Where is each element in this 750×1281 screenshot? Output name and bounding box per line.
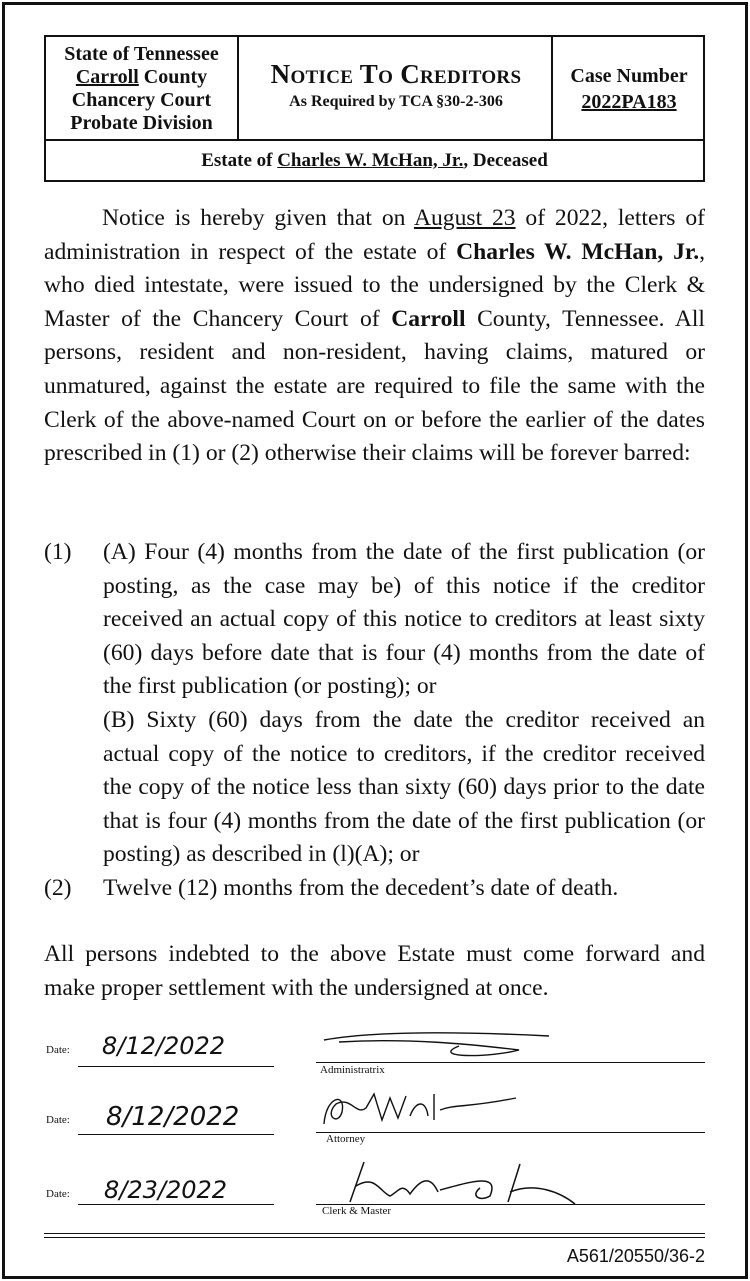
estate-name: Charles W. McHan, Jr. [277,150,464,171]
closing-paragraph [44,938,705,1005]
footer-rule [44,1237,705,1238]
footer-rule [44,1233,705,1234]
estate-suffix: , Deceased [463,150,548,171]
list-number: (2) [44,874,72,901]
case-label: Case Number [570,65,688,87]
handwritten-date: 8/23/2022 [104,1176,228,1204]
county-line [46,66,237,89]
title-cell [241,37,553,139]
state-line: State of Tennessee [64,43,219,65]
date-line [78,1204,274,1205]
handwritten-date: 8/12/2022 [102,1032,226,1060]
administratrix-signature [319,1028,559,1066]
notice-paragraph [44,202,705,471]
notice-body [44,202,705,471]
case-cell [555,37,703,139]
notice-title: Notice To Creditors [270,59,522,89]
date-line [78,1066,274,1067]
clerk-signature [320,1152,580,1208]
deadline-list [44,536,705,906]
signature-block [44,1028,705,1218]
list-item [44,536,705,872]
list-number: (1) [44,539,72,565]
role-label: Attorney [326,1133,366,1145]
court-line: Chancery Court [71,89,212,111]
publication-code: A561/20550/36-2 [566,1246,705,1266]
attorney-signature [316,1086,526,1136]
estate-prefix: Estate of [201,150,278,171]
county-bold: Carroll [391,305,466,332]
closing-text: All persons indebted to the above Estate must come forward and make proper settlement with the undersigned at once. [44,941,705,1001]
header-top-row [46,37,703,141]
list-para: Twelve (12) months from the decedent’s date of death. [103,874,619,901]
date-line [78,1134,274,1135]
list-para: (B) Sixty (60) days from the date the creditor received an actual copy of the notice to creditors, if the creditor received the copy of the notice less than sixty (60) days prior to the date that is four (4) months from the date of the first publication (or posting) as described in (l)(A); or [103,706,705,868]
header-table [44,35,705,182]
role-label: Administratrix [320,1064,385,1076]
county-suffix: County [138,66,208,88]
body-text-b: of 2022, letters of administration in respect of the estate of [44,205,705,265]
county-name: Carroll [75,66,139,88]
issue-date: August 23 [413,205,516,231]
list-para: (A) Four (4) months from the date of the first publication (or posting, as the case may be) of this notice if the creditor received an actual copy of this notice to creditors at least sixty (60) days before date that is four (4) months from the date of the first publication (or posting); or [103,539,705,700]
jurisdiction-cell [46,37,239,139]
estate-row [46,141,703,181]
handwritten-date: 8/12/2022 [106,1102,240,1132]
notice-subtitle: As Required by TCA §30-2-306 [289,93,503,110]
division-line: Probate Division [70,112,213,134]
role-label: Clerk & Master [322,1205,392,1217]
body-text-c: , who died intestate, were issued to the undersigned by the Clerk & Master of the Chancery Court of [44,238,705,332]
decedent-name: Charles W. McHan, Jr. [456,238,700,265]
date-label: Date: [46,1044,70,1056]
attorney-line [316,1132,705,1133]
administratrix-line [316,1062,705,1063]
body-text-a: Notice is hereby given that on [102,205,414,231]
date-label: Date: [46,1188,70,1200]
body-text-d: County, Tennessee. All persons, resident and non-resident, having claims, matured or unmatured, against the estate are required to file the same with the Clerk of the above-named Court on or before the earlier of the dates prescribed in (1) or (2) otherwise their claims will be forever barred: [44,305,705,467]
list-item [44,872,705,906]
date-label: Date: [46,1114,70,1126]
case-number: 2022PA183 [581,91,677,113]
